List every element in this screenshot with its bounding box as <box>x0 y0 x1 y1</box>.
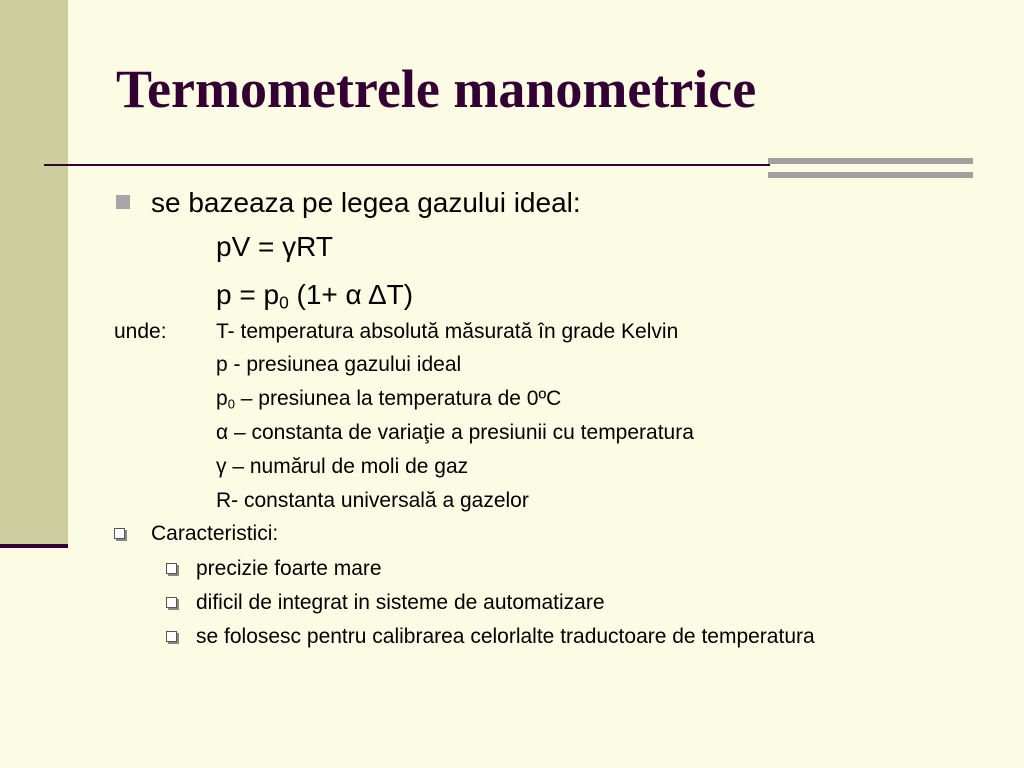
formula-p: p <box>216 279 232 310</box>
slide-title: Termometrele manometrice <box>116 59 757 119</box>
formula-ideal-gas: pV = γRT <box>216 231 333 262</box>
definition-p0-symbol: p <box>216 387 228 410</box>
intro-text: se bazeaza pe legea gazului ideal: <box>151 187 581 218</box>
definition-p0 <box>216 387 562 412</box>
characteristic-item: precizie foarte mare <box>196 557 382 580</box>
decor-bar-top <box>768 158 973 164</box>
definition-p0-sub: 0 <box>227 396 235 412</box>
characteristic-item: se folosesc pentru calibrarea celorlalte traductoare de temperatura <box>196 625 815 648</box>
formula-subscript: 0 <box>279 292 289 313</box>
formula-rest: (1+ α ΔT) <box>296 279 414 310</box>
formula-pressure <box>216 279 414 313</box>
square-bullet-icon <box>116 195 130 209</box>
characteristic-item: dificil de integrat in sisteme de automatizare <box>196 591 605 614</box>
definition-p: p - presiunea gazului ideal <box>216 353 462 376</box>
left-decor-line <box>0 544 68 548</box>
characteristics-label: Caracteristici: <box>151 522 279 545</box>
hollow-bullet-icon <box>166 631 177 642</box>
definition-gamma: γ – numărul de moli de gaz <box>216 455 469 478</box>
hollow-bullet-icon <box>166 563 177 574</box>
decor-bar-bottom <box>768 172 973 178</box>
formula-eq: = <box>239 279 256 310</box>
hollow-bullet-icon <box>114 528 125 539</box>
formula-p0: p <box>263 279 280 310</box>
definition-p0-text: – presiunea la temperatura de 0ºC <box>240 387 562 410</box>
title-divider <box>44 164 770 166</box>
definition-T: T- temperatura absolută măsurată în grade Kelvin <box>216 320 679 343</box>
left-decor-band <box>0 0 68 544</box>
hollow-bullet-icon <box>166 597 177 608</box>
definition-alpha: α – constanta de variaţie a presiunii cu temperatura <box>216 421 694 444</box>
unde-label: unde: <box>114 320 167 343</box>
definition-R: R- constanta universală a gazelor <box>216 489 529 512</box>
